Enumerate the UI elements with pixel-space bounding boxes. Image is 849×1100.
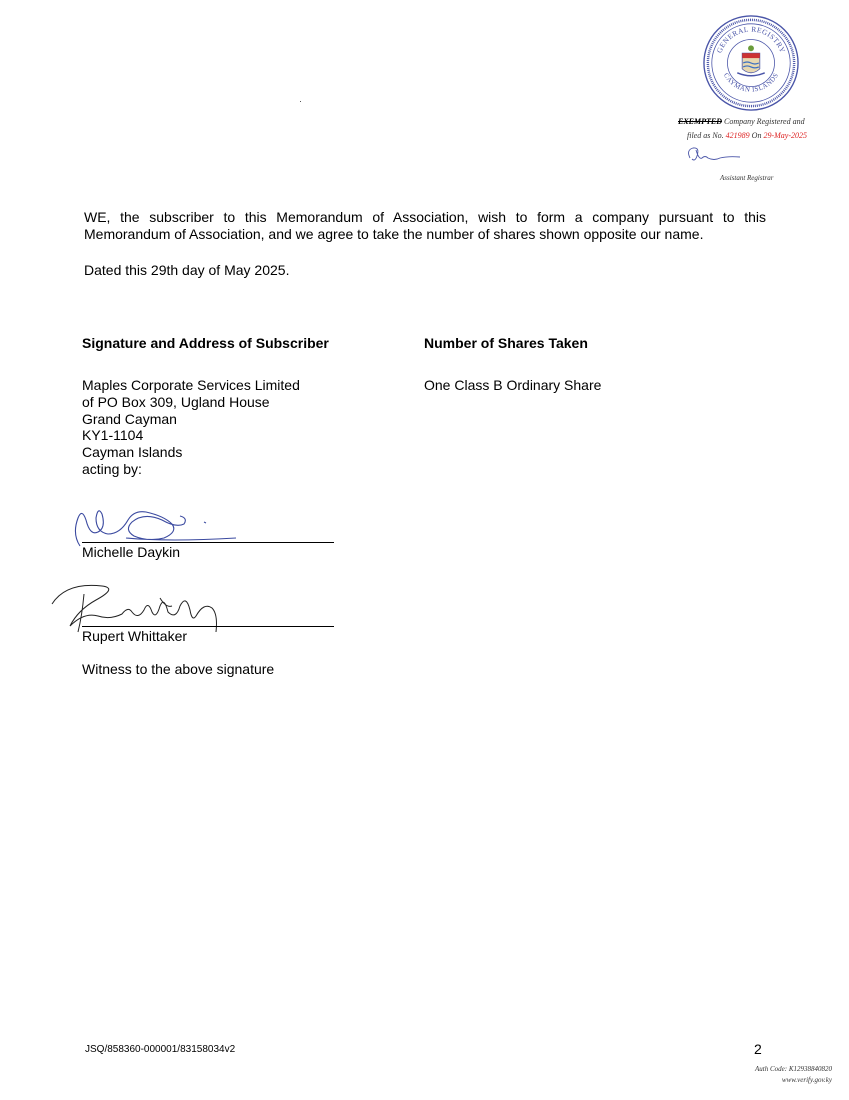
stamp-filed-line — [687, 131, 807, 140]
auth-code: Auth Code: K12938840820 — [755, 1065, 832, 1073]
signatory-name: Rupert Whittaker — [82, 628, 188, 644]
address-line: Cayman Islands — [82, 444, 183, 461]
registrar-title: Assistant Registrar — [720, 174, 774, 182]
filed-date: 29-May-2025 — [763, 131, 807, 140]
registrar-signature — [684, 144, 744, 166]
address-line: Grand Cayman — [82, 410, 177, 427]
signatory-name: Michelle Daykin — [82, 544, 181, 560]
date-line: Dated this 29th day of May 2025. — [84, 262, 290, 278]
document-reference: JSQ/858360-000001/83158034v2 — [85, 1044, 236, 1055]
stray-mark — [300, 101, 301, 102]
shares-taken-header: Number of Shares Taken — [424, 335, 588, 351]
exempted-label: EXEMPTED — [678, 117, 723, 126]
subscriber-declaration: WE, the subscriber to this Memorandum of Association, wish to form a company pursuant to this Memorandum of Association, and we agree to take the number of shares shown opposite our name. — [84, 209, 766, 242]
address-line: acting by: — [82, 460, 142, 477]
subscriber-address — [82, 377, 300, 478]
registration-number: 421989 — [725, 131, 750, 140]
signature-line — [82, 542, 334, 543]
on-text: On — [749, 131, 764, 140]
verify-url: www.verify.gov.ky — [781, 1076, 832, 1084]
address-line: Maples Corporate Services Limited — [82, 377, 300, 393]
auth-code-block — [700, 1064, 832, 1086]
registered-text: Company Registered and — [722, 117, 805, 126]
svg-text:GENERAL REGISTRY: GENERAL REGISTRY — [714, 24, 788, 55]
witness-caption: Witness to the above signature — [82, 661, 275, 677]
address-line: KY1-1104 — [82, 427, 144, 444]
address-line: of PO Box 309, Ugland House — [82, 393, 270, 410]
filed-prefix: filed as No. — [687, 131, 726, 140]
stamp-registered-line — [678, 117, 838, 126]
general-registry-seal — [702, 14, 800, 112]
shares-value: One Class B Ordinary Share — [424, 377, 602, 393]
svg-text:CAYMAN ISLANDS: CAYMAN ISLANDS — [721, 72, 781, 94]
signature-line — [82, 626, 334, 627]
page-number: 2 — [754, 1041, 762, 1057]
signature-address-header: Signature and Address of Subscriber — [82, 335, 329, 351]
